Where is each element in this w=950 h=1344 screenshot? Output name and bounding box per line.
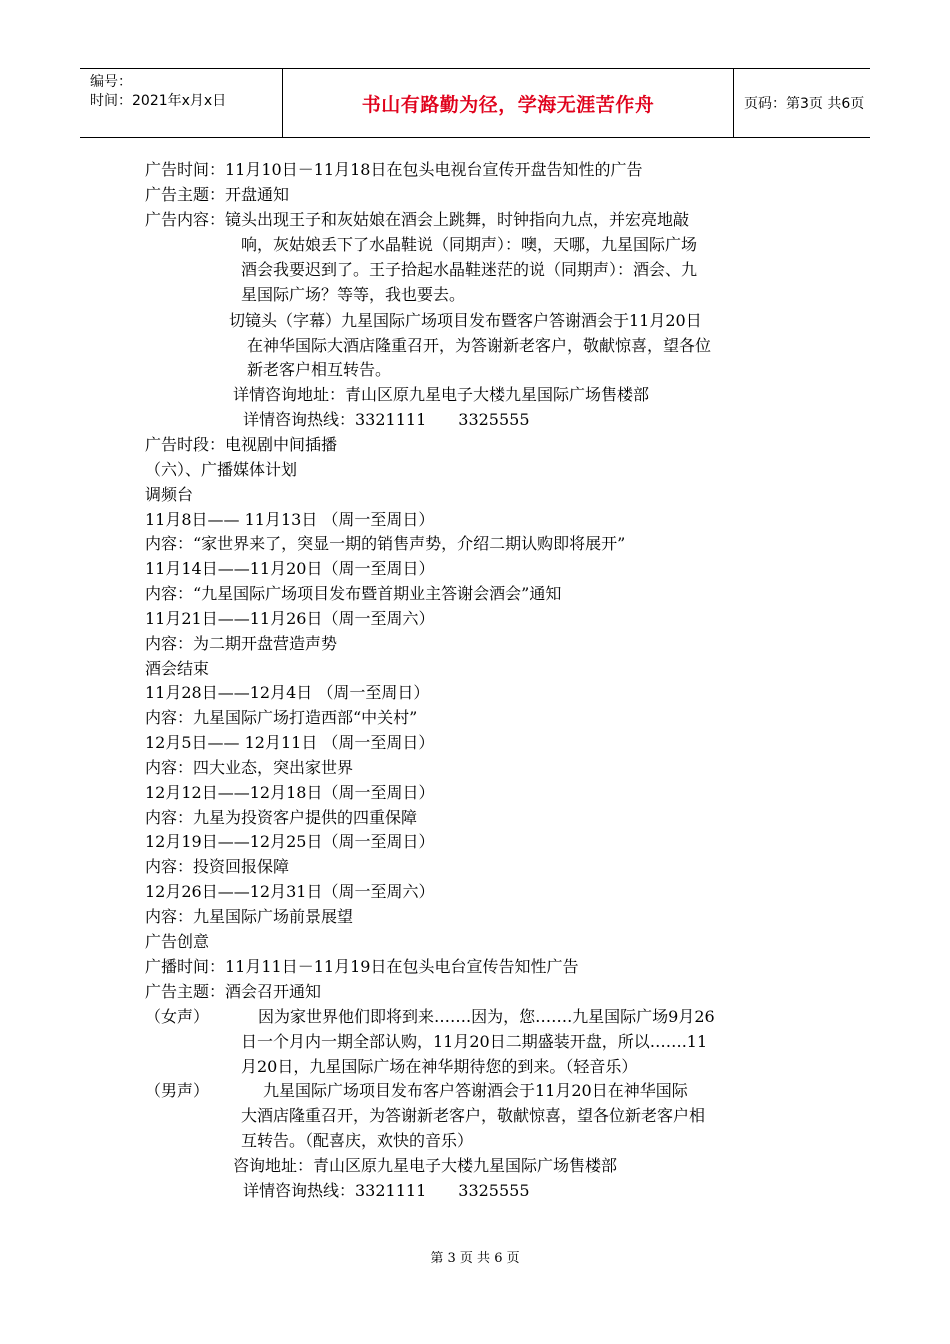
text-line: 广告时段：电视剧中间插播 (145, 435, 338, 454)
text-line: 内容：四大业态，突出家世界 (145, 758, 354, 777)
text-line: 内容：九星国际广场前景展望 (145, 907, 354, 926)
text-line: 12月12日——12月18日（周一至周日） (145, 783, 435, 802)
text-line: 咨询地址：青山区原九星电子大楼九星国际广场售楼部 (233, 1156, 618, 1175)
text-line: 广告创意 (145, 932, 210, 951)
text-line: 12月26日——12月31日（周一至周六） (145, 882, 435, 901)
text-line: 详情咨询热线：3321111 3325555 (243, 1181, 530, 1200)
text-line: 酒会结束 (145, 659, 210, 678)
text-line: 广告主题：酒会召开通知 (145, 982, 322, 1001)
text-line: 调频台 (145, 485, 194, 504)
text-line: 广播时间：11月11日－11月19日在包头电台宣传告知性广告 (145, 957, 579, 976)
text-line: 11月21日——11月26日（周一至周六） (145, 609, 435, 628)
text-line: 内容：九星国际广场打造西部“中关村” (145, 708, 418, 727)
document-time-label: 时间：2021年x月x日 (90, 93, 227, 109)
text-line: 酒会我要迟到了。王子拾起水晶鞋迷茫的说（同期声）：酒会、九 (241, 260, 698, 279)
text-line: 内容：“家世界来了，突显一期的销售声势，介绍二期认购即将展开” (145, 534, 626, 553)
text-line: 11月28日——12月4日 （周一至周日） (145, 683, 430, 702)
page-footer: 第 3 页 共 6 页 (430, 1251, 520, 1266)
text-line: 切镜头（字幕）九星国际广场项目发布暨客户答谢酒会于11月20日 (229, 311, 702, 330)
text-line: 11月8日—— 11月13日 （周一至周日） (145, 510, 435, 529)
text-line: 内容：为二期开盘营造声势 (145, 634, 338, 653)
text-line: 新老客户相互转告。 (247, 360, 392, 379)
document-number-label: 编号： (90, 74, 132, 90)
speaker-label-female: （女声） (145, 1007, 210, 1026)
text-line: 九星国际广场项目发布客户答谢酒会于11月20日在神华国际 (263, 1081, 688, 1100)
text-line: 内容：九星为投资客户提供的四重保障 (145, 808, 418, 827)
text-line: 互转告。（配喜庆，欢快的音乐） (241, 1131, 474, 1150)
text-line: 广告主题：开盘通知 (145, 185, 290, 204)
text-line: 12月5日—— 12月11日 （周一至周日） (145, 733, 435, 752)
text-line: 大酒店隆重召开，为答谢新老客户，敬献惊喜，望各位新老客户相 (241, 1106, 706, 1125)
text-line: 广告内容：镜头出现王子和灰姑娘在酒会上跳舞，时钟指向九点，并宏亮地敲 (145, 210, 690, 229)
text-line: 详情咨询地址：青山区原九星电子大楼九星国际广场售楼部 (233, 385, 650, 404)
text-line: 详情咨询热线：3321111 3325555 (243, 410, 530, 429)
text-line: 月20日，九星国际广场在神华期待您的到来。（轻音乐） (241, 1057, 638, 1076)
text-line: 11月14日——11月20日（周一至周日） (145, 559, 435, 578)
text-line: 日一个月内一期全部认购，11月20日二期盛装开盘，所以…….11 (241, 1032, 708, 1051)
text-line: 星国际广场？等等，我也要去。 (241, 285, 466, 304)
text-line: 在神华国际大酒店隆重召开，为答谢新老客户，敬献惊喜，望各位 (247, 336, 712, 355)
text-line: 内容：“九星国际广场项目发布暨首期业主答谢会酒会”通知 (145, 584, 562, 603)
speaker-label-male: （男声） (145, 1081, 210, 1100)
text-line: 响，灰姑娘丢下了水晶鞋说（同期声）：噢，天哪，九星国际广场 (241, 235, 698, 254)
text-line: 12月19日——12月25日（周一至周日） (145, 832, 435, 851)
text-line: 广告时间：11月10日－11月18日在包头电视台宣传开盘告知性的广告 (145, 160, 643, 179)
header-page-info: 页码：第3页 共6页 (744, 96, 865, 112)
text-line: 因为家世界他们即将到来…….因为，您…….九星国际广场9月26 (258, 1007, 715, 1026)
text-line: 内容：投资回报保障 (145, 857, 290, 876)
text-line: （六）、广播媒体计划 (145, 460, 298, 479)
header-motto: 书山有路勤为径，学海无涯苦作舟 (361, 93, 655, 116)
